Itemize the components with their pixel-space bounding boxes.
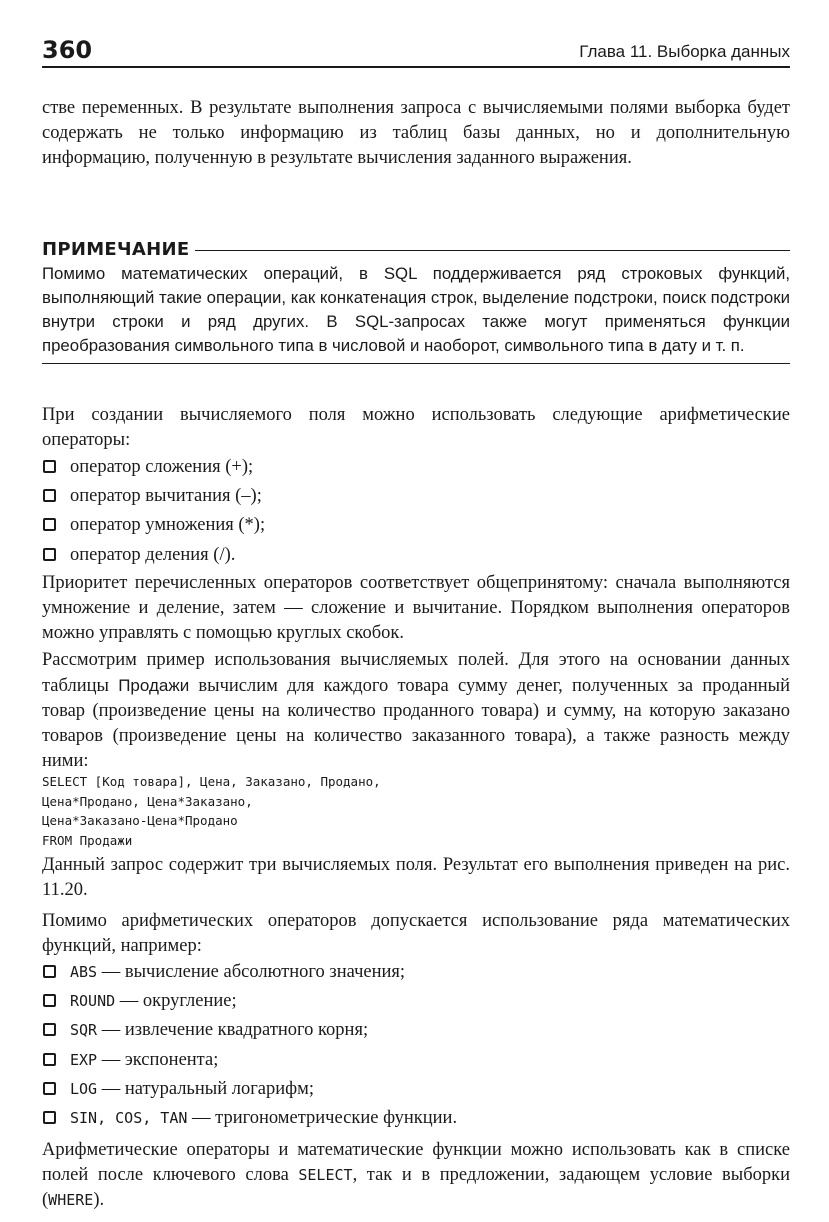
list-item: SQR — извлечение квадратного корня;: [42, 1016, 790, 1045]
checkbox-bullet-icon: [43, 994, 56, 1007]
paragraph-example: Рассмотрим пример использования вычисляемых полей. Для этого на основании данных таблицы Продажи вычислим для каждого товара сумму денег, полученных за проданный товар (произведение цены на количество проданного товара) и сумму, на которую заказано товаров (произведение цены на количество заказанного товара), а также разность между ними:: [42, 650, 791, 771]
list-item: оператор сложения (+);: [42, 453, 790, 482]
function-name: SIN, COS, TAN: [70, 1109, 188, 1128]
paragraph-conclusion: Арифметические операторы и математические функции можно использовать как в списке полей после ключевого слова SELECT, так и в предложении, задающем условие выборки (WHERE).: [42, 1140, 790, 1210]
note-bottom-rule: [42, 363, 790, 364]
table-name: Продажи: [118, 676, 190, 695]
list-item: ROUND — округление;: [42, 987, 790, 1016]
function-name: LOG: [70, 1079, 98, 1098]
functions-list: [42, 958, 790, 1133]
header-divider: [42, 66, 790, 68]
book-page: [42, 30, 791, 1210]
code-line: FROM Продажи: [42, 832, 133, 848]
code-line: Цена*Продано, Цена*Заказано,: [42, 793, 253, 809]
list-item: оператор вычитания (–);: [42, 482, 790, 511]
checkbox-bullet-icon: [43, 518, 56, 531]
checkbox-bullet-icon: [43, 460, 56, 473]
checkbox-bullet-icon: [43, 1053, 56, 1066]
checkbox-bullet-icon: [43, 548, 56, 561]
list-item: EXP — экспонента;: [42, 1046, 790, 1075]
chapter-title: Глава 11. Выборка данных: [579, 42, 790, 61]
checkbox-bullet-icon: [43, 1082, 56, 1095]
function-name: SQR: [70, 1021, 98, 1040]
paragraph-operators-intro: При создании вычисляемого поля можно использовать следующие арифметические операторы:: [42, 405, 790, 450]
note-title-rule: [195, 250, 790, 251]
keyword-select: SELECT: [298, 1166, 353, 1184]
page-number: 360: [42, 36, 93, 64]
paragraph-query-result: Данный запрос содержит три вычисляемых поля. Результат его выполнения приведен на рис. 11.20.: [42, 855, 790, 900]
page-header: [42, 30, 790, 64]
function-name: ROUND: [70, 992, 116, 1011]
code-line: SELECT [Код товара], Цена, Заказано, Продано,: [42, 774, 381, 789]
paragraph-functions-intro: Помимо арифметических операторов допускается использование ряда математических функций, например:: [42, 911, 790, 956]
checkbox-bullet-icon: [43, 965, 56, 978]
note-box: [42, 239, 790, 364]
list-item: ABS — вычисление абсолютного значения;: [42, 958, 790, 987]
note-title: ПРИМЕЧАНИЕ: [42, 239, 190, 260]
list-item: LOG — натуральный логарифм;: [42, 1075, 790, 1104]
checkbox-bullet-icon: [43, 1023, 56, 1036]
note-header: [42, 239, 790, 260]
function-name: ABS: [70, 963, 98, 981]
list-item: SIN, COS, TAN — тригонометрические функции.: [42, 1104, 790, 1133]
sql-code-block: [42, 772, 381, 850]
checkbox-bullet-icon: [43, 489, 56, 502]
operators-list: [42, 453, 790, 570]
paragraph-priority: Приоритет перечисленных операторов соответствует общепринятому: сначала выполняются умножение и деление, затем — сложение и вычитание. Порядком выполнения операторов можно управлять с помощью круглых скобок.: [42, 573, 790, 643]
note-text: Помимо математических операций, в SQL поддерживается ряд строковых функций, выполняющий такие операции, как конкатенация строк, выделение подстроки, поиск подстроки внутри строки и ряд других. В SQL-запросах также могут применяться функции преобразования символьного типа в числовой и наоборот, символьного типа в дату и т. п.: [42, 264, 790, 355]
list-item: оператор умножения (*);: [42, 511, 790, 540]
checkbox-bullet-icon: [43, 1111, 56, 1124]
keyword-where: WHERE: [48, 1191, 94, 1209]
list-item: оператор деления (/).: [42, 541, 790, 570]
code-line: Цена*Заказано-Цена*Продано: [42, 813, 238, 828]
paragraph-intro: стве переменных. В результате выполнения запроса с вычисляемыми полями выборка будет содержать не только информацию из таблиц базы данных, но и дополнительную информацию, полученную в результате вычисления заданного выражения.: [42, 98, 790, 168]
function-name: EXP: [70, 1050, 98, 1069]
